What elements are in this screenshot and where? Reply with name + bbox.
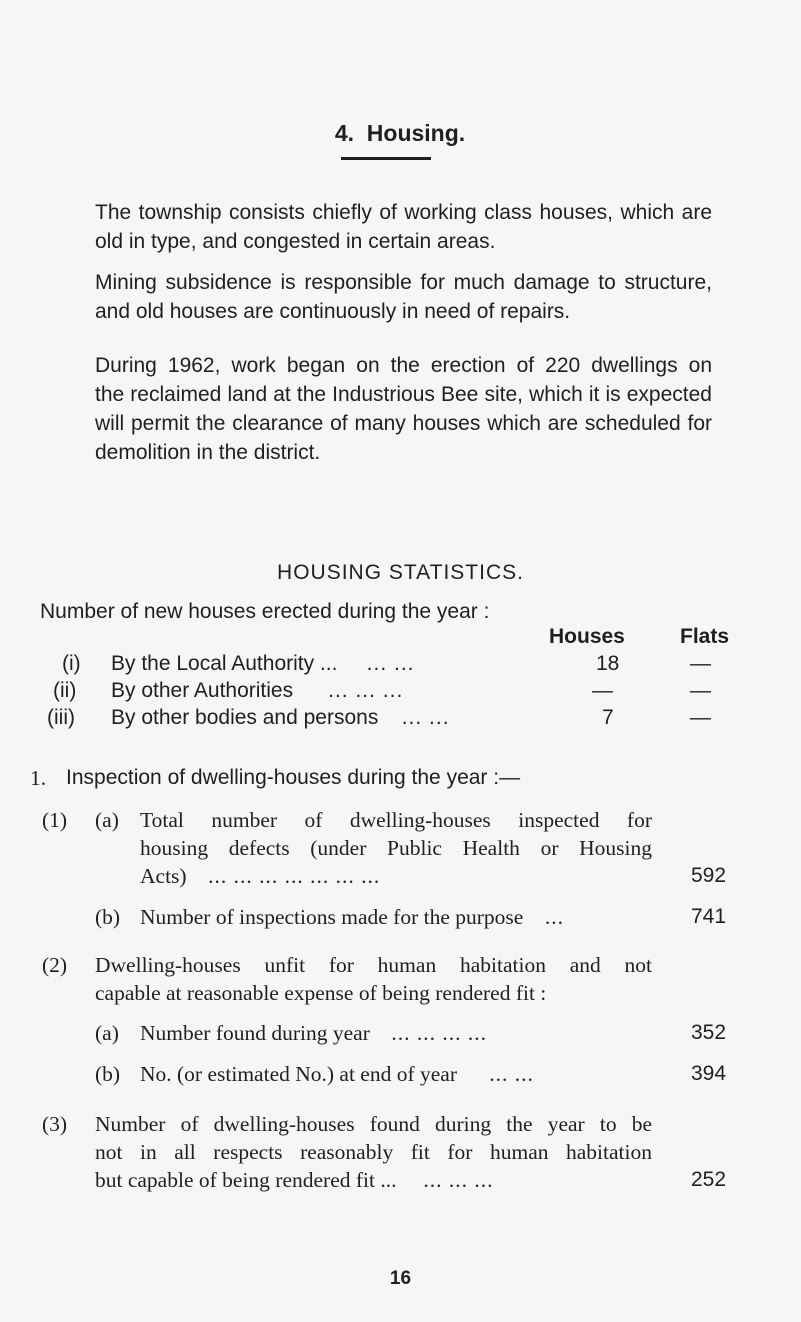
item1a-label: (a) — [95, 808, 119, 832]
item2a-value: 352 — [691, 1021, 727, 1044]
col-houses-header: Houses — [549, 625, 625, 648]
item2a-text: Number found during year ... ... ... ... — [140, 1021, 487, 1045]
row-flats: — — [690, 652, 711, 675]
row-number: (iii) — [47, 706, 75, 729]
paragraph-line: During 1962, work began on the erection of 220 dwellings on — [95, 354, 712, 377]
row-houses: — — [592, 679, 613, 702]
item3-line2: not in all respects reasonably fit for human habitation — [95, 1140, 652, 1164]
leader-dots: ... ... ... — [328, 679, 404, 702]
inspection-number: 1. — [30, 766, 47, 790]
leader-dots: ... ... ... — [423, 1168, 494, 1192]
item1a-line2: housing defects (under Public Health or Housing — [140, 836, 652, 860]
item2-line1: Dwelling-houses unfit for human habitation and not — [95, 953, 652, 977]
heading-underline — [341, 157, 431, 160]
row-label: By the Local Authority ... ... ... — [111, 652, 415, 675]
item3-value: 252 — [691, 1168, 727, 1191]
row-houses: 18 — [596, 652, 620, 675]
row-houses: 7 — [602, 706, 614, 729]
paragraph-2 — [95, 268, 712, 326]
paragraph-line: old in type, and congested in certain areas. — [95, 230, 496, 253]
item1a-line1: Total number of dwelling-houses inspected for — [140, 808, 652, 832]
item2b-value: 394 — [691, 1062, 727, 1085]
row-label: By other bodies and persons ... ... — [111, 706, 450, 729]
section-title: Housing. — [366, 120, 466, 146]
item2-line2: capable at reasonable expense of being rendered fit : — [95, 981, 547, 1005]
item1a-value: 592 — [691, 864, 727, 887]
paragraph-line: The township consists chiefly of working class houses, which are — [95, 201, 712, 224]
leader-dots: ... ... ... ... ... ... ... — [208, 864, 381, 888]
col-flats-header: Flats — [680, 625, 730, 648]
paragraph-1 — [95, 198, 712, 256]
leader-dots: ... ... — [401, 706, 450, 729]
paragraph-3 — [95, 351, 712, 467]
paragraph-line: the reclaimed land at the Industrious Bee site, which it is expected — [95, 383, 712, 406]
row-flats: — — [690, 706, 711, 729]
item1b-value: 741 — [691, 905, 727, 928]
page-number: 16 — [389, 1268, 412, 1289]
item2b-text: No. (or estimated No.) at end of year ... ... — [140, 1062, 534, 1086]
paragraph-line: Mining subsidence is responsible for much damage to structure, — [95, 271, 712, 294]
item1b-text: Number of inspections made for the purpose ... — [140, 905, 564, 929]
item1b-label: (b) — [95, 905, 121, 929]
stats-heading: HOUSING STATISTICS. — [277, 561, 524, 584]
stats-intro: Number of new houses erected during the year : — [40, 600, 490, 623]
row-number: (i) — [62, 652, 81, 675]
inspection-title: Inspection of dwelling-houses during the year :— — [66, 766, 521, 789]
leader-dots: ... ... — [489, 1062, 534, 1086]
paragraph-line: and old houses are continuously in need of repairs. — [95, 300, 571, 323]
item2-number: (2) — [42, 953, 68, 977]
leader-dots: ... ... ... ... — [391, 1021, 487, 1045]
row-number: (ii) — [53, 679, 77, 702]
item2a-label: (a) — [95, 1021, 119, 1045]
item2b-label: (b) — [95, 1062, 121, 1086]
leader-dots: ... — [544, 905, 564, 929]
row-label: By other Authorities ... ... ... — [111, 679, 404, 702]
item3-line1: Number of dwelling-houses found during the year to be — [95, 1112, 652, 1136]
paragraph-line: will permit the clearance of many houses which are scheduled for — [95, 412, 712, 435]
section-heading — [290, 118, 510, 148]
item3-number: (3) — [42, 1112, 68, 1136]
item1a-line3: Acts) ... ... ... ... ... ... ... — [140, 864, 381, 888]
item3-line3: but capable of being rendered fit ... ... ... ... — [95, 1168, 494, 1192]
leader-dots: ... ... — [366, 652, 415, 675]
row-flats: — — [690, 679, 711, 702]
item1-number: (1) — [42, 808, 68, 832]
section-number: 4. — [334, 120, 354, 146]
paragraph-line: demolition in the district. — [95, 441, 321, 464]
